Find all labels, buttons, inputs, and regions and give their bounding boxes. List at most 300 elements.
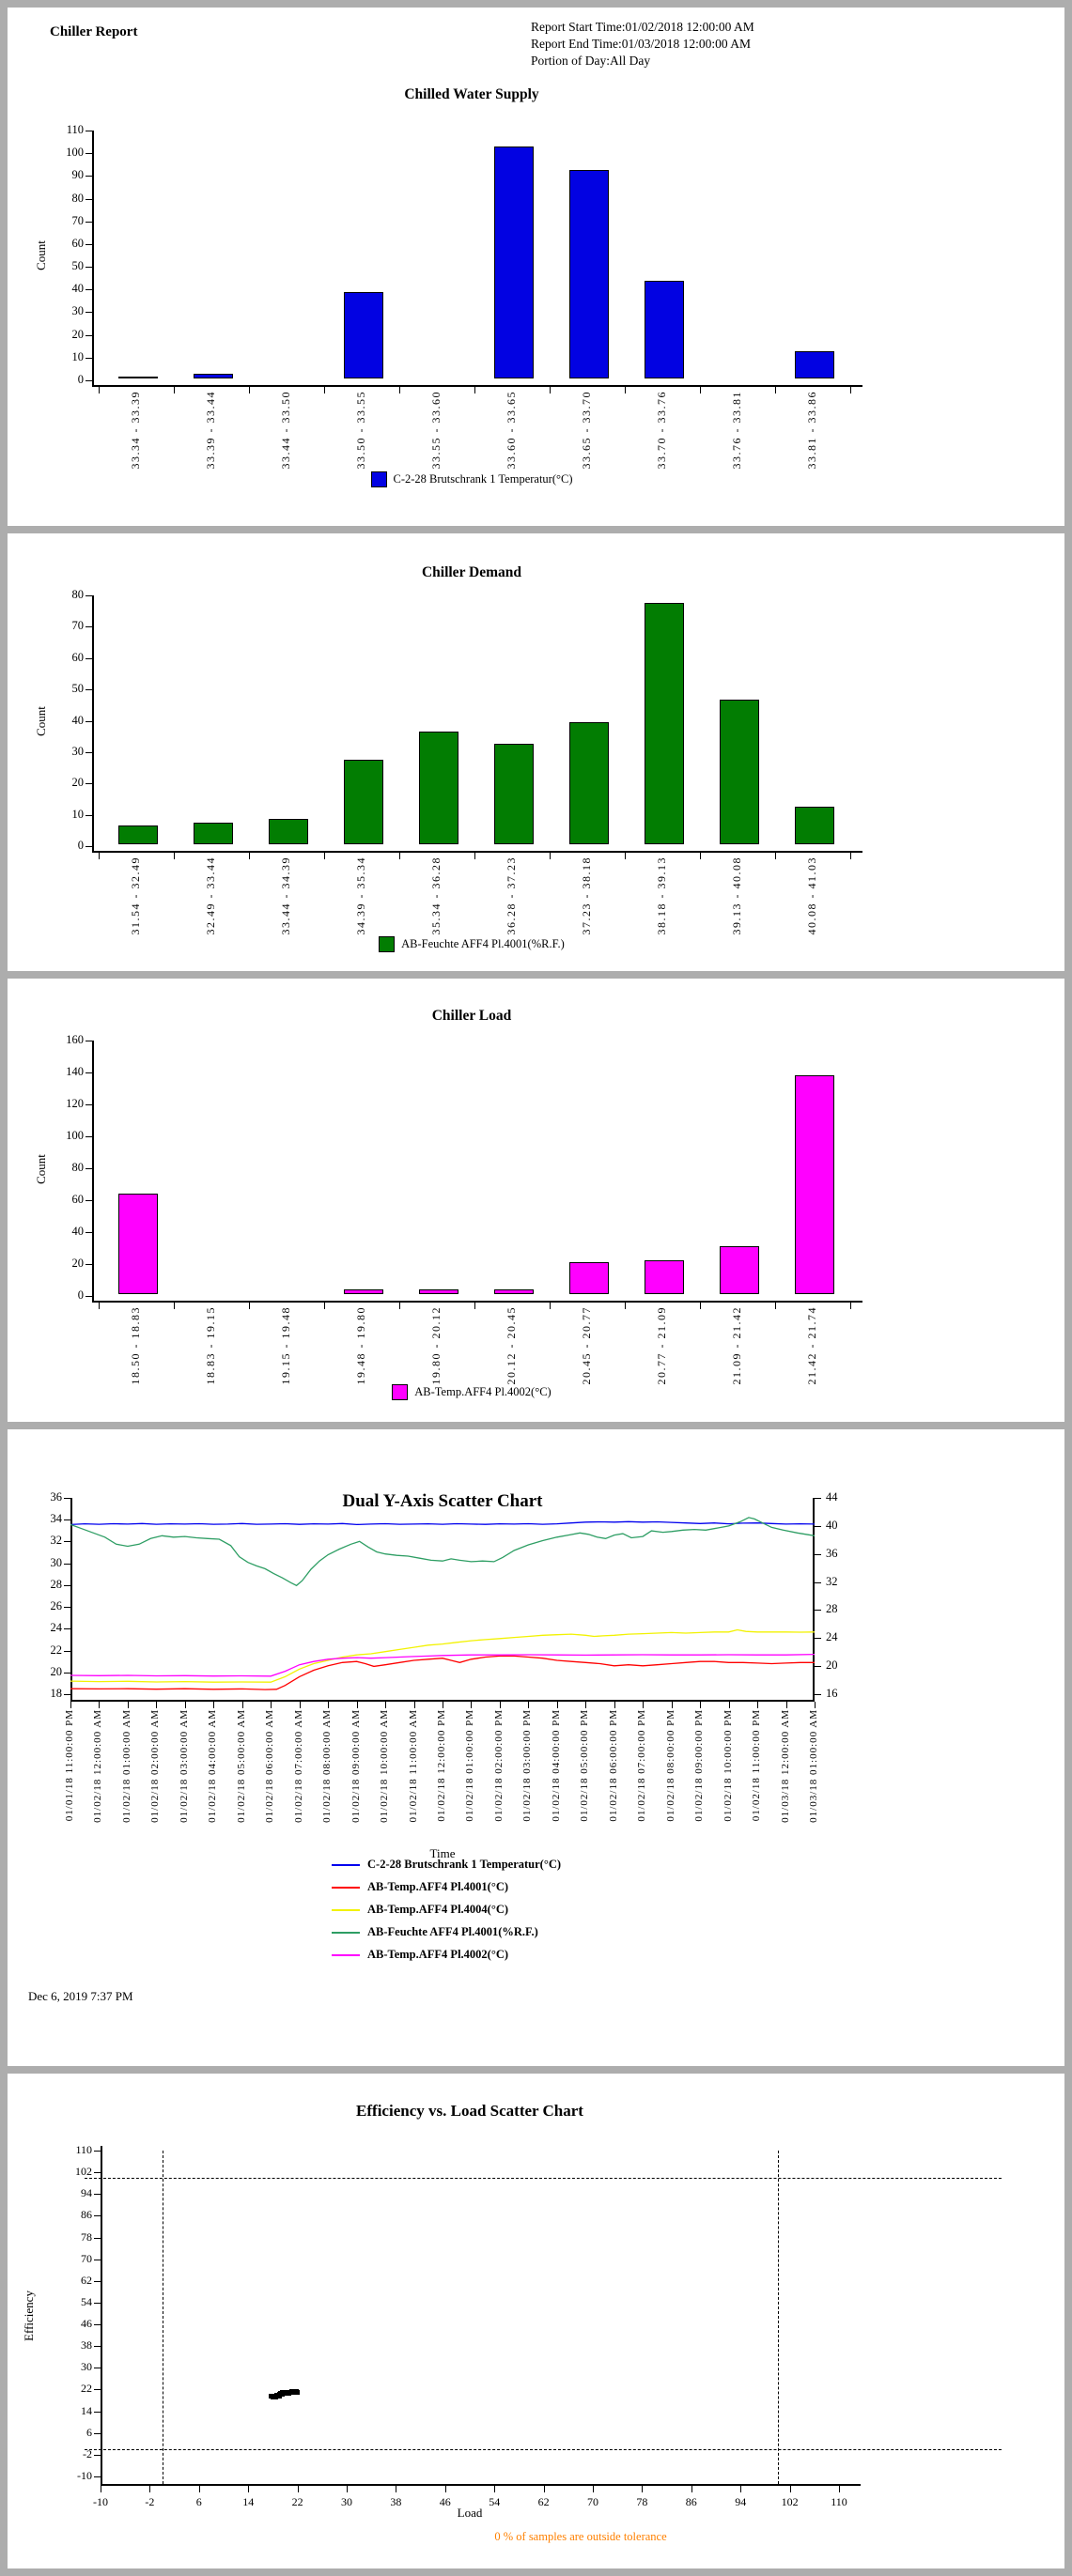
left-axis-tick-label: 20	[50, 1664, 62, 1678]
scatter-point	[284, 2390, 288, 2395]
right-axis-tick-label: 24	[826, 1630, 838, 1644]
x-axis-tick-label: 86	[685, 2495, 697, 2508]
x-axis-tick	[775, 1303, 776, 1309]
y-axis-tick-label: 54	[81, 2294, 92, 2308]
y-axis-tick	[94, 2172, 101, 2173]
y-axis-tick	[94, 2324, 101, 2325]
section-dual-y-axis-chart	[8, 1429, 1064, 2066]
y-axis-tick-label: 100	[66, 1129, 84, 1142]
x-axis-tick	[357, 1702, 358, 1708]
report-title: Chiller Report	[50, 24, 138, 39]
bar	[645, 281, 684, 378]
y-axis-tick	[85, 1264, 92, 1265]
y-axis-tick	[85, 626, 92, 627]
legend-line-swatch	[332, 1954, 360, 1956]
x-axis-tick	[399, 853, 400, 859]
x-axis-tick	[700, 387, 701, 393]
y-axis-tick-label: 40	[71, 713, 84, 727]
section-efficiency-load-chart	[8, 2074, 1064, 2568]
section-chiller-load	[8, 979, 1064, 1422]
bar	[569, 1262, 609, 1294]
time-label: 01/02/18 11:00:00 AM	[407, 1709, 419, 1823]
bar	[419, 732, 458, 844]
x-axis-tick	[199, 2486, 200, 2492]
legend-label: AB-Feuchte AFF4 Pl.4001(%R.F.)	[401, 937, 565, 950]
legend-row	[332, 1948, 508, 1962]
time-label: 01/02/18 09:00:00 AM	[350, 1709, 362, 1823]
right-axis-tick	[815, 1554, 821, 1555]
x-axis-line	[101, 2484, 861, 2486]
legend-label: AB-Temp.AFF4 Pl.4001(°C)	[367, 1880, 509, 1893]
x-axis-tick	[740, 2486, 741, 2492]
chart-title: Chilled Water Supply	[404, 86, 539, 102]
y-axis-tick-label: 40	[71, 1225, 84, 1238]
x-axis-tick	[174, 1303, 175, 1309]
right-axis-tick	[815, 1610, 821, 1611]
y-axis-tick	[85, 289, 92, 290]
y-axis-tick	[94, 2412, 101, 2413]
y-axis-tick-label: 120	[66, 1097, 84, 1110]
time-label: 01/02/18 01:00:00 PM	[464, 1709, 476, 1822]
chart-title: Dual Y-Axis Scatter Chart	[342, 1491, 543, 1511]
y-axis-tick-label: -10	[77, 2469, 92, 2483]
bar	[118, 1194, 158, 1294]
x-axis-tick	[242, 1702, 243, 1708]
category-label: 33.39 - 33.44	[204, 391, 217, 470]
left-axis-tick	[64, 1585, 70, 1586]
time-label: 01/02/18 02:00:00 AM	[149, 1709, 162, 1823]
bar	[795, 807, 834, 844]
time-label: 01/02/18 05:00:00 PM	[579, 1709, 591, 1822]
y-axis-tick-label: 160	[66, 1033, 84, 1046]
y-axis-tick-label: 50	[71, 259, 84, 273]
x-axis-tick-label: 14	[242, 2495, 255, 2508]
x-axis-tick	[625, 387, 626, 393]
time-label: 01/02/18 02:00:00 PM	[492, 1709, 505, 1822]
x-axis-tick	[850, 1303, 851, 1309]
legend-label: AB-Feuchte AFF4 Pl.4001(%R.F.)	[367, 1925, 538, 1938]
legend-row	[332, 1903, 508, 1917]
x-axis-tick	[474, 1303, 475, 1309]
y-axis-tick	[94, 2346, 101, 2347]
time-label: 01/02/18 12:00:00 PM	[436, 1709, 447, 1822]
y-axis-tick-label: 50	[71, 682, 84, 696]
x-axis-tick-label: -2	[145, 2495, 155, 2508]
y-axis-tick	[94, 2194, 101, 2195]
x-axis-tick	[775, 387, 776, 393]
scatter-point	[271, 2395, 275, 2399]
category-label: 33.76 - 33.81	[730, 391, 743, 470]
x-axis-tick	[174, 387, 175, 393]
y-axis-tick	[85, 1232, 92, 1233]
time-label: 01/02/18 04:00:00 PM	[550, 1709, 562, 1822]
right-axis-tick-label: 44	[826, 1490, 838, 1504]
x-axis-tick	[775, 853, 776, 859]
time-label: 01/02/18 03:00:00 AM	[178, 1709, 190, 1823]
right-axis-tick-label: 32	[826, 1574, 838, 1588]
right-axis-tick	[815, 1526, 821, 1527]
category-label: 33.81 - 33.86	[805, 391, 818, 470]
y-axis-tick	[94, 2151, 101, 2152]
y-axis-tick-label: 0	[77, 373, 84, 386]
chart-legend	[8, 471, 936, 487]
report-portion-of-day: Portion of Day:All Day	[531, 54, 651, 68]
x-axis-tick	[471, 1702, 472, 1708]
legend-label: C-2-28 Brutschrank 1 Temperatur(°C)	[393, 472, 573, 486]
y-axis-tick-label: 70	[71, 619, 84, 633]
x-axis-tick	[494, 2486, 495, 2492]
x-axis-tick	[672, 1702, 673, 1708]
y-axis-tick-label: 38	[81, 2338, 92, 2352]
y-axis-tick	[94, 2455, 101, 2456]
y-axis-tick	[94, 2238, 101, 2239]
bar	[645, 603, 684, 844]
x-axis-tick	[700, 1303, 701, 1309]
x-axis-tick	[625, 1303, 626, 1309]
x-axis-tick	[850, 853, 851, 859]
x-axis-tick-label: 30	[341, 2495, 352, 2508]
chart-title: Chiller Demand	[421, 564, 522, 580]
plot-area	[92, 131, 862, 387]
category-label: 19.80 - 20.12	[429, 1306, 443, 1385]
category-label: 20.12 - 20.45	[505, 1306, 518, 1385]
legend-swatch	[371, 471, 387, 487]
x-axis-tick	[414, 1702, 415, 1708]
y-axis-tick-label: 0	[77, 839, 84, 852]
category-label: 21.42 - 21.74	[805, 1306, 818, 1385]
category-label: 37.23 - 38.18	[580, 856, 593, 935]
x-axis-tick	[528, 1702, 529, 1708]
series-line	[70, 1656, 815, 1689]
time-label: 01/02/18 04:00:00 AM	[207, 1709, 219, 1823]
x-axis-tick	[815, 1702, 816, 1708]
bar	[569, 722, 609, 844]
x-axis-tick	[643, 1702, 644, 1708]
x-axis-tick	[790, 2486, 791, 2492]
y-axis-tick-label: 140	[66, 1065, 84, 1078]
y-axis-tick	[85, 267, 92, 268]
x-axis-tick	[700, 1702, 701, 1708]
tolerance-line-horizontal	[85, 2449, 1002, 2450]
x-axis-tick	[474, 387, 475, 393]
x-axis-tick	[850, 387, 851, 393]
x-axis-tick	[839, 2486, 840, 2492]
x-axis-label: Load	[457, 2506, 483, 2520]
y-axis-tick-label: 100	[66, 146, 84, 160]
section-chiller-demand	[8, 533, 1064, 971]
bar	[720, 1246, 759, 1294]
category-label: 19.15 - 19.48	[279, 1306, 292, 1385]
right-axis-tick-label: 20	[826, 1658, 838, 1673]
time-label: 01/02/18 11:00:00 PM	[751, 1709, 763, 1822]
y-axis-tick-label: 46	[81, 2317, 92, 2331]
left-axis-tick	[64, 1651, 70, 1652]
y-axis-tick-label: 30	[81, 2360, 92, 2374]
y-axis-label: Count	[33, 1154, 48, 1184]
chart-legend	[8, 1384, 936, 1400]
x-axis-tick-label: 70	[587, 2495, 598, 2508]
x-axis-tick	[99, 853, 100, 859]
time-label: 01/02/18 10:00:00 PM	[722, 1709, 734, 1822]
x-axis-tick	[324, 1303, 325, 1309]
left-axis-tick	[64, 1519, 70, 1520]
y-axis-tick	[85, 783, 92, 784]
legend-label: AB-Temp.AFF4 Pl.4002(°C)	[367, 1948, 509, 1961]
left-axis-tick-label: 28	[50, 1577, 62, 1591]
series-line	[70, 1521, 815, 1524]
category-label: 20.45 - 20.77	[580, 1306, 593, 1385]
y-axis-tick-label: 60	[71, 236, 84, 250]
y-axis-label: Count	[33, 706, 48, 736]
right-axis-tick	[815, 1498, 821, 1499]
y-axis-tick-label: 6	[86, 2425, 92, 2439]
x-axis-tick	[691, 2486, 692, 2492]
time-label: 01/02/18 06:00:00 PM	[607, 1709, 619, 1822]
right-axis-tick	[815, 1638, 821, 1639]
right-axis-tick-label: 28	[826, 1602, 838, 1616]
bar	[344, 292, 383, 378]
bar	[569, 170, 609, 378]
category-label: 33.50 - 33.55	[354, 391, 367, 470]
x-axis-tick	[99, 1702, 100, 1708]
x-axis-tick	[557, 1702, 558, 1708]
y-axis-tick	[85, 222, 92, 223]
x-axis-tick-label: -10	[93, 2495, 108, 2508]
x-axis-tick	[550, 1303, 551, 1309]
y-axis-tick	[85, 153, 92, 154]
x-axis-tick	[729, 1702, 730, 1708]
bar	[494, 147, 534, 378]
category-label: 33.34 - 33.39	[129, 391, 142, 470]
y-axis-tick-label: 20	[71, 327, 84, 341]
legend-label: AB-Temp.AFF4 Pl.4004(°C)	[367, 1903, 509, 1916]
y-axis-tick	[94, 2433, 101, 2434]
legend-line-swatch	[332, 1887, 360, 1889]
time-label: 01/02/18 07:00:00 AM	[292, 1709, 304, 1823]
left-axis-tick-label: 34	[50, 1512, 62, 1526]
category-label: 33.55 - 33.60	[429, 391, 443, 470]
time-label: 01/02/18 05:00:00 AM	[235, 1709, 247, 1823]
generated-timestamp: Dec 6, 2019 7:37 PM	[28, 1989, 133, 2003]
left-axis-tick	[64, 1498, 70, 1499]
right-axis-tick-label: 40	[826, 1518, 838, 1532]
left-axis-tick	[64, 1694, 70, 1695]
x-axis-tick-label: 22	[291, 2495, 303, 2508]
y-axis-tick-label: -2	[83, 2446, 92, 2460]
time-label: 01/03/18 01:00:00 AM	[808, 1709, 819, 1823]
x-axis-tick	[399, 1303, 400, 1309]
y-axis-tick	[85, 176, 92, 177]
x-axis-tick	[70, 1702, 71, 1708]
time-label: 01/02/18 08:00:00 PM	[664, 1709, 676, 1822]
left-axis-tick	[64, 1673, 70, 1674]
right-axis-tick	[815, 1666, 821, 1667]
bar	[720, 700, 759, 844]
x-axis-tick	[614, 1702, 615, 1708]
x-axis-tick	[99, 387, 100, 393]
x-axis-tick	[249, 853, 250, 859]
section-chilled-water-supply	[8, 8, 1064, 526]
y-axis-tick-label: 86	[81, 2208, 92, 2222]
x-axis-tick	[298, 2486, 299, 2492]
x-axis-tick	[550, 387, 551, 393]
x-axis-tick	[585, 1702, 586, 1708]
x-axis-label: Time	[429, 1846, 456, 1860]
y-axis-tick	[85, 815, 92, 816]
y-axis-tick-label: 70	[81, 2251, 92, 2265]
report-start-time: Report Start Time:01/02/2018 12:00:00 AM	[531, 20, 754, 34]
x-axis-tick	[757, 1702, 758, 1708]
category-label: 32.49 - 33.44	[204, 856, 217, 935]
y-axis-label: Efficiency	[21, 2291, 36, 2341]
x-axis-tick	[786, 1702, 787, 1708]
y-axis-tick-label: 10	[71, 349, 84, 363]
x-axis-tick	[550, 853, 551, 859]
y-axis-tick-label: 30	[71, 744, 84, 758]
category-label: 33.44 - 34.39	[279, 856, 292, 935]
x-axis-tick	[174, 853, 175, 859]
x-axis-tick-label: 110	[831, 2495, 847, 2508]
left-axis-tick-label: 32	[50, 1534, 62, 1548]
category-label: 36.28 - 37.23	[505, 856, 518, 935]
x-axis-tick	[249, 1303, 250, 1309]
y-axis-tick-label: 10	[71, 807, 84, 821]
x-axis-tick	[474, 853, 475, 859]
left-axis-tick	[64, 1564, 70, 1565]
x-axis-tick-label: 62	[537, 2495, 550, 2508]
x-axis-tick	[128, 1702, 129, 1708]
x-axis-tick	[385, 1702, 386, 1708]
legend-line-swatch	[332, 1932, 360, 1934]
report-info	[531, 19, 754, 69]
x-axis-tick	[99, 1303, 100, 1309]
y-axis-line	[101, 2146, 102, 2484]
x-axis-tick	[149, 2486, 150, 2492]
y-axis-tick-label: 62	[81, 2273, 92, 2287]
category-label: 40.08 - 41.03	[805, 856, 818, 935]
y-axis-tick-label: 40	[71, 282, 84, 296]
time-label: 01/02/18 06:00:00 AM	[264, 1709, 276, 1823]
x-axis-tick	[185, 1702, 186, 1708]
bar	[194, 823, 233, 844]
bar	[344, 1289, 383, 1294]
category-label: 39.13 - 40.08	[730, 856, 743, 935]
y-axis-tick	[85, 1296, 92, 1297]
tolerance-line-horizontal	[85, 2178, 1002, 2179]
y-axis-tick	[85, 846, 92, 847]
x-axis-tick	[324, 387, 325, 393]
category-label: 18.83 - 19.15	[204, 1306, 217, 1385]
time-label: 01/02/18 09:00:00 PM	[693, 1709, 706, 1822]
y-axis-tick	[85, 380, 92, 381]
left-axis-tick-label: 24	[50, 1621, 62, 1635]
legend-label: AB-Temp.AFF4 Pl.4002(°C)	[414, 1385, 552, 1398]
x-axis-tick-label: 102	[781, 2495, 799, 2508]
legend-line-swatch	[332, 1864, 360, 1866]
bar	[419, 1289, 458, 1294]
y-axis-tick-label: 94	[81, 2186, 92, 2200]
y-axis-tick	[94, 2476, 101, 2477]
bar	[645, 1260, 684, 1294]
y-axis-tick-label: 20	[71, 776, 84, 790]
x-axis-tick	[625, 853, 626, 859]
bar	[494, 1289, 534, 1294]
category-label: 18.50 - 18.83	[129, 1306, 142, 1385]
y-axis-tick-label: 80	[71, 191, 84, 205]
category-label: 33.60 - 33.65	[505, 391, 518, 470]
x-axis-tick	[300, 1702, 301, 1708]
left-axis-tick-label: 30	[50, 1555, 62, 1569]
bar	[344, 760, 383, 844]
y-axis-tick	[85, 658, 92, 659]
x-axis-tick	[700, 853, 701, 859]
x-axis-tick-label: 6	[195, 2495, 202, 2508]
x-axis-tick	[544, 2486, 545, 2492]
category-label: 33.65 - 33.70	[580, 391, 593, 470]
y-axis-tick-label: 30	[71, 304, 84, 318]
x-axis-tick	[248, 2486, 249, 2492]
tolerance-line-vertical	[778, 2151, 779, 2484]
category-label: 20.77 - 21.09	[655, 1306, 668, 1385]
time-label: 01/02/18 12:00:00 AM	[92, 1709, 104, 1823]
y-axis-tick	[94, 2389, 101, 2390]
category-label: 33.44 - 33.50	[279, 391, 292, 470]
y-axis-tick	[85, 312, 92, 313]
x-axis-tick	[328, 1702, 329, 1708]
series-line	[70, 1518, 815, 1585]
bar	[118, 825, 158, 844]
x-axis-tick	[642, 2486, 643, 2492]
category-label: 35.34 - 36.28	[429, 856, 443, 935]
category-label: 33.70 - 33.76	[655, 391, 668, 470]
line-series-canvas	[70, 1498, 815, 1702]
bar	[795, 1075, 834, 1294]
category-label: 19.48 - 19.80	[354, 1306, 367, 1385]
y-axis-tick	[85, 1072, 92, 1073]
right-axis-tick-label: 36	[826, 1546, 838, 1560]
legend-swatch	[379, 936, 395, 952]
y-axis-tick	[85, 1200, 92, 1201]
y-axis-tick-label: 78	[81, 2229, 92, 2244]
x-axis-tick	[249, 387, 250, 393]
bar	[494, 744, 534, 844]
chart-title: Chiller Load	[431, 1008, 512, 1024]
x-axis-tick	[347, 2486, 348, 2492]
legend-line-swatch	[332, 1909, 360, 1911]
y-axis-tick-label: 70	[71, 213, 84, 227]
right-axis-tick	[815, 1694, 821, 1695]
y-axis-tick-label: 80	[71, 588, 84, 601]
y-axis-tick	[85, 335, 92, 336]
y-axis-label: Count	[33, 240, 48, 270]
y-axis-tick	[94, 2215, 101, 2216]
legend-swatch	[392, 1384, 408, 1400]
left-axis-tick	[64, 1607, 70, 1608]
time-label: 01/02/18 08:00:00 AM	[321, 1709, 334, 1823]
time-label: 01/02/18 03:00:00 PM	[521, 1709, 534, 1822]
left-axis-tick-label: 36	[50, 1490, 62, 1504]
y-axis-tick-label: 110	[66, 123, 84, 136]
legend-row	[332, 1858, 561, 1872]
y-axis-tick	[85, 358, 92, 359]
legend-label: C-2-28 Brutschrank 1 Temperatur(°C)	[367, 1858, 562, 1871]
plot-area	[92, 1041, 862, 1303]
x-axis-tick-label: 94	[735, 2495, 747, 2508]
right-axis-tick	[815, 1582, 821, 1583]
left-axis-tick-label: 26	[50, 1599, 62, 1613]
y-axis-tick-label: 20	[71, 1257, 84, 1270]
y-axis-tick-label: 60	[71, 1193, 84, 1206]
